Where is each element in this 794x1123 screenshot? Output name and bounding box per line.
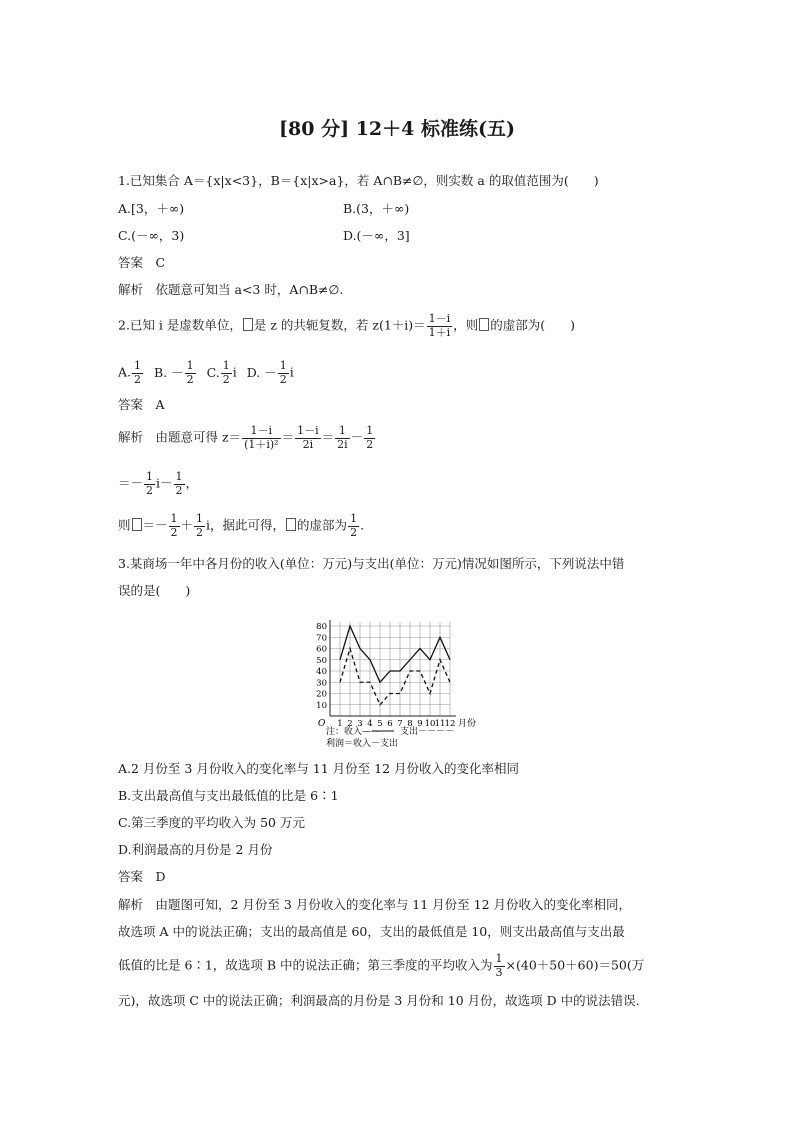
x-tick-label: 8	[407, 719, 413, 729]
income-expense-chart	[300, 612, 500, 752]
fraction-numerator: 1	[186, 359, 194, 372]
q1-stem: 1.已知集合 A＝{x|x<3}，B＝{x|x>a}，若 A∩B≠∅，则实数 a 的取值范围为( )	[118, 173, 599, 188]
q2-analysis-line3	[118, 513, 364, 539]
fraction-numerator: 1	[350, 512, 358, 525]
x-tick-label: 12	[444, 719, 456, 729]
y-tick-label: 30	[316, 678, 327, 689]
q3-analysis-line4: 元)，故选项 C 中的说法正确；利润最高的月份是 3 月份和 10 月份，故选项 D 中的说法错误.	[118, 993, 640, 1008]
fraction	[364, 425, 375, 451]
fraction-denominator: 2	[366, 437, 374, 451]
fraction-denominator: 2i	[302, 437, 314, 451]
x-tick-label: 11	[434, 719, 446, 729]
fraction-denominator: 2	[279, 372, 287, 386]
fraction-numerator: 1	[366, 424, 374, 437]
x-tick-label: 5	[377, 719, 383, 729]
y-tick-label: 20	[316, 689, 327, 700]
analysis-text: 解析 由题意可得 z＝	[118, 429, 242, 445]
fraction-numerator: 1－i	[428, 312, 451, 325]
q1-option-b: B.(3，＋∞)	[343, 201, 410, 216]
fraction-denominator: 1＋i	[428, 325, 451, 339]
q3-analysis-line2: 故选项 A 中的说法正确；支出的最高值是 60，支出的最低值是 10，则支出最高值与支出最	[118, 924, 625, 939]
series-line-expense	[340, 649, 450, 705]
fraction-denominator: 2	[146, 483, 154, 497]
fraction-denominator: 2	[186, 372, 194, 386]
q1-option-c: C.(－∞，3)	[118, 228, 185, 243]
q3-stem-line1: 3.某商场一年中各月份的收入(单位：万元)与支出(单位：万元)情况如图所示，下列说法中错	[118, 556, 625, 571]
origin-label: O	[318, 719, 326, 729]
fraction-numerator: 1	[170, 512, 178, 525]
analysis-text: 的虚部为	[297, 517, 348, 533]
fraction-denominator: (1＋i)²	[244, 437, 279, 451]
fraction-denominator: 2i	[337, 437, 348, 451]
fraction-numerator: 1	[134, 359, 142, 372]
analysis-text: 则	[118, 517, 131, 533]
fraction-numerator: 1－i	[297, 424, 319, 437]
q1-answer: 答案 C	[118, 255, 166, 270]
x-tick-label: 10	[424, 719, 436, 729]
fraction-numerator: 1	[222, 359, 230, 372]
fraction-denominator: 3	[495, 965, 503, 979]
fraction-denominator: 2	[134, 372, 142, 386]
q2-answer: 答案 A	[118, 397, 165, 412]
z-bar-symbol	[286, 518, 296, 531]
x-tick-label: 2	[347, 719, 353, 729]
q3-analysis-line3	[118, 953, 644, 979]
page-title: [80 分] 12＋4 标准练(五)	[279, 118, 515, 140]
y-tick-label: 60	[316, 644, 327, 655]
analysis-text: 低值的比是 6∶1，故选项 B 中的说法正确；第三季度的平均收入为	[118, 957, 493, 973]
fraction	[221, 360, 232, 386]
q1-option-a: A.[3，＋∞)	[118, 201, 185, 216]
imaginary-unit: i	[232, 364, 237, 380]
fraction-numerator: 1	[279, 359, 287, 372]
fraction-denominator: 2	[196, 525, 204, 539]
q2-option-b: B. －	[154, 364, 184, 380]
q3-analysis-line1: 解析 由题图可知，2 月份至 3 月份收入的变化率与 11 月份至 12 月份收入的变化率相同，	[118, 897, 632, 912]
fraction	[494, 953, 505, 979]
fraction-numerator: 1	[196, 512, 204, 525]
x-tick-label: 7	[397, 719, 403, 729]
chart-series	[340, 626, 450, 705]
fraction-numerator: 1	[146, 470, 154, 483]
y-tick-label: 80	[316, 622, 327, 632]
q3-option-c: C.第三季度的平均收入为 50 万元	[118, 815, 305, 830]
legend-income-label: 注：收入——	[326, 727, 381, 737]
q2-analysis-line1	[118, 425, 376, 451]
analysis-text: ＋	[180, 517, 194, 533]
q3-stem-line2: 误的是( )	[118, 583, 191, 598]
analysis-text: i－	[156, 475, 173, 491]
q2-analysis-line2	[118, 471, 198, 497]
q2-option-d: D. －	[246, 364, 277, 380]
fraction	[348, 513, 359, 539]
fraction-denominator: 2	[350, 525, 358, 539]
analysis-text: i，据此可得，	[206, 517, 286, 533]
fraction	[169, 513, 180, 539]
q2-stem-part3: ，则	[453, 317, 479, 333]
fraction-numerator: 1	[495, 952, 503, 965]
x-tick-label: 3	[357, 719, 363, 729]
q2-option-c: C.	[206, 364, 220, 380]
q2-stem-part1: 2.已知 i 是虚数单位，	[118, 317, 242, 333]
analysis-text: ×(40＋50＋60)＝50(万	[505, 957, 645, 973]
q2-option-a: A.	[118, 364, 132, 380]
fraction-denominator: 2	[222, 372, 230, 386]
z-bar-symbol	[132, 518, 142, 531]
q3-option-a: A.2 月份至 3 月份收入的变化率与 11 月份至 12 月份收入的变化率相同	[118, 761, 520, 776]
fraction	[132, 360, 143, 386]
fraction	[174, 471, 185, 497]
fraction	[185, 360, 196, 386]
x-axis-label: 月份	[458, 719, 477, 729]
y-tick-label: 70	[316, 633, 327, 644]
q3-option-b: B.支出最高值与支出最低值的比是 6∶1	[118, 788, 339, 803]
chart-grid	[330, 622, 450, 716]
x-tick-label: 6	[387, 719, 393, 729]
q2-stem-part4: 的虚部为( )	[490, 317, 575, 333]
legend-profit-note: 利润＝收入－支出	[326, 739, 399, 749]
equals-sign: ＝	[321, 429, 335, 445]
analysis-text: ＝－	[118, 475, 144, 491]
q2-options	[118, 360, 294, 386]
q1-option-d: D.(－∞，3]	[343, 228, 410, 243]
x-tick-label: 9	[417, 719, 423, 729]
fraction	[144, 471, 155, 497]
fraction-numerator: 1	[175, 470, 183, 483]
fraction	[335, 425, 350, 451]
y-tick-label: 50	[316, 655, 327, 666]
q2-stem	[118, 313, 575, 339]
z-bar-symbol	[479, 318, 489, 331]
fraction-numerator: 1－i	[242, 425, 281, 439]
chart-axes	[330, 620, 456, 716]
z-bar-symbol	[243, 318, 253, 331]
analysis-text: ，	[185, 475, 199, 491]
q2-stem-part2: 是 z 的共轭复数，若 z(1＋i)＝	[253, 317, 426, 333]
fraction	[427, 313, 453, 339]
equals-sign: ＝	[281, 429, 295, 445]
imaginary-unit: i	[289, 364, 294, 380]
y-tick-label: 40	[316, 667, 327, 677]
fraction-numerator: 1	[335, 425, 350, 439]
fraction-denominator: 2	[170, 525, 178, 539]
minus-sign: －	[350, 429, 364, 445]
fraction	[278, 360, 289, 386]
q1-analysis: 解析 依题意可知当 a<3 时，A∩B≠∅.	[118, 282, 344, 297]
q3-option-d: D.利润最高的月份是 2 月份	[118, 842, 273, 857]
fraction	[295, 425, 321, 451]
q3-answer: 答案 D	[118, 869, 166, 884]
legend-expense-label: 支出－－－－	[400, 727, 455, 737]
analysis-text: .	[360, 517, 365, 533]
fraction	[194, 513, 205, 539]
analysis-text: ＝－	[142, 517, 168, 533]
x-tick-label: 4	[367, 719, 373, 729]
fraction	[242, 425, 281, 451]
y-tick-label: 10	[316, 700, 327, 711]
fraction-denominator: 2	[175, 483, 183, 497]
x-tick-label: 1	[337, 719, 343, 729]
series-line-income	[340, 626, 450, 682]
